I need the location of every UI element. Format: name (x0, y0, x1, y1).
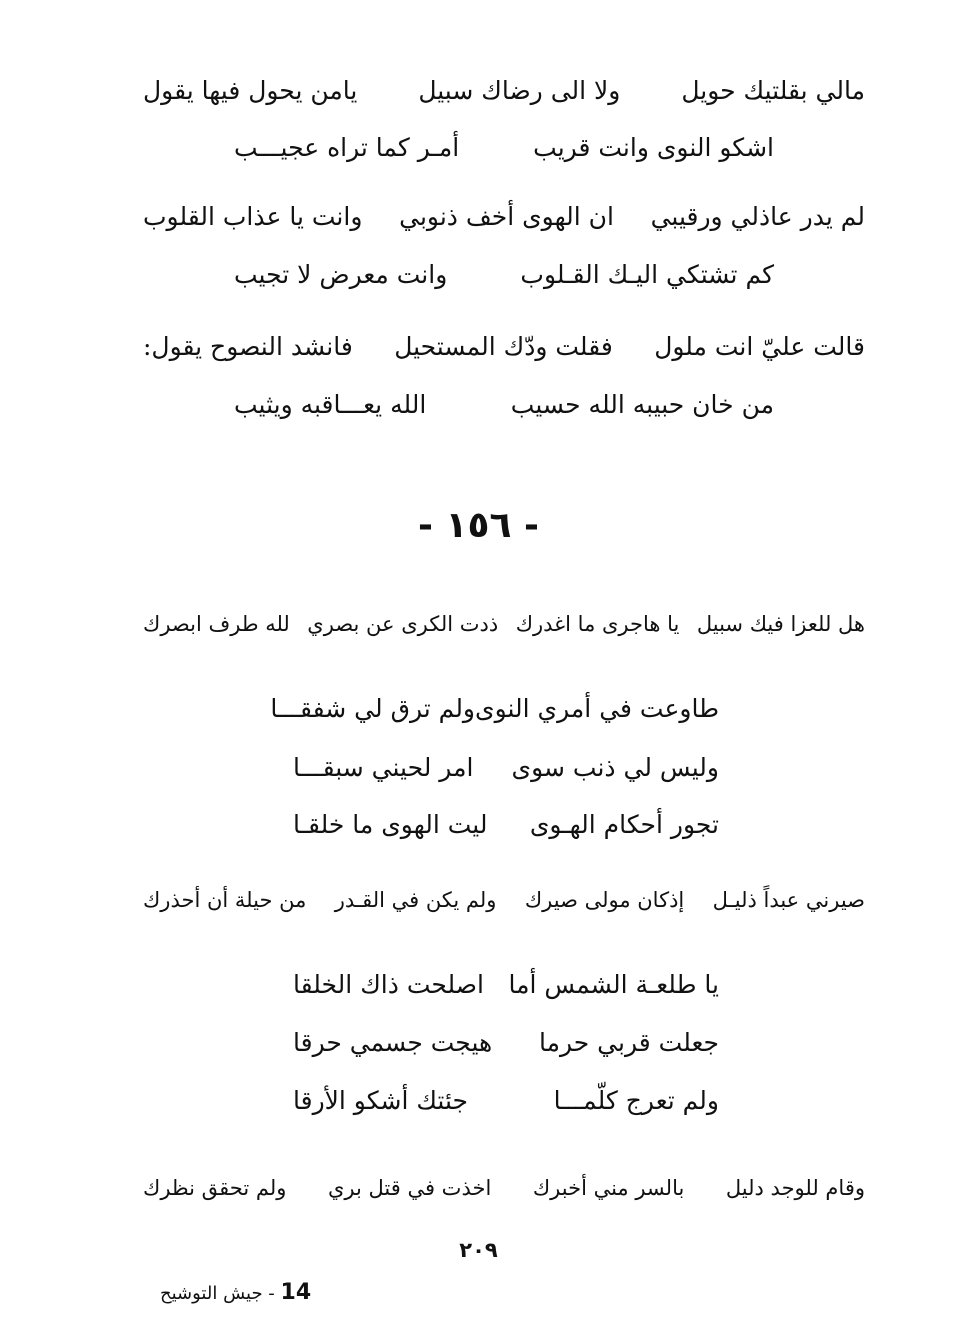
verse-segment: ولا الى رضاك سبيل (418, 76, 621, 105)
footer-signature (160, 1280, 311, 1305)
verse-segment: يا طلعـة الشمس أما (508, 970, 719, 999)
verse-segment: وليس لي ذنب سوى (511, 753, 719, 782)
verse-segment: ولم تحقق نظرك (143, 1176, 287, 1200)
verse-segment: تجور أحكام الهـوى (529, 810, 719, 839)
verse-segment: بالسر مني أخبرك (532, 1176, 685, 1200)
verse-segment: ذدت الكرى عن بصري (307, 612, 499, 636)
verse-segment: هل للعزا فيك سبيل (696, 612, 865, 636)
verse-line-wide (143, 890, 865, 911)
verse-segment: صيرني عبداً ذليـل (712, 888, 865, 912)
verse-segment: امر لحيني سبقـــا (293, 753, 474, 782)
verse-segment: اشكو النوى وانت قريب (533, 133, 774, 162)
verse-segment: يامن يحول فيها يقول (143, 76, 358, 105)
verse-segment: مالي بقلتيك حويل (681, 76, 865, 105)
verse-line-wide (143, 78, 865, 103)
verse-line-couplet (293, 972, 719, 997)
verse-segment: اخذت في قتل بري (327, 1176, 492, 1200)
verse-line-wide (143, 334, 865, 359)
verse-line-wide (143, 204, 865, 229)
verse-line-wide (143, 1178, 865, 1199)
verse-segment: لم يدر عاذلي ورقيبي (650, 202, 865, 231)
verse-line-couplet (293, 812, 719, 837)
verse-segment: من خان حبيبه الله حسيب (510, 390, 774, 419)
verse-segment: جعلت قربي حرما (538, 1028, 719, 1057)
poem-number-heading: - ١٥٦ - (418, 505, 539, 546)
signature-number: 14 (280, 1280, 312, 1305)
verse-segment: وانت معرض لا تجيب (234, 260, 448, 289)
verse-line-couplet (293, 755, 719, 780)
verse-segment: الله يعـــاقبه ويثيب (234, 390, 427, 419)
verse-line-couplet (293, 1088, 719, 1113)
verse-line-wide (143, 614, 865, 635)
verse-segment: هيجت جسمي حرقا (293, 1028, 493, 1057)
verse-line-couplet (270, 694, 719, 723)
verse-segment: أمـر كما تراه عجيـــب (234, 133, 460, 162)
verse-segment: إذكان مولى صيرك (524, 888, 685, 912)
verse-segment: وقام للوجد دليل (725, 1176, 865, 1200)
verse-line-indented (234, 262, 774, 287)
verse-line-couplet (293, 1030, 719, 1055)
verse-segment: يا هاجرى ما اغدرك (515, 612, 680, 636)
verse-segment: قالت عليّ انت ملول (654, 332, 865, 361)
verse-segment: ولم يكن في القـدر (334, 888, 497, 912)
verse-segment: وانت يا عذاب القلوب (143, 202, 363, 231)
verse-segment: فانشد النصوح يقول: (143, 332, 353, 361)
verse-segment: جئتك أشكو الأرقا (293, 1086, 468, 1115)
verse-segment: كم تشتكي اليـك القـلوب (520, 260, 774, 289)
page-number: ٢٠٩ (459, 1238, 498, 1262)
verse-segment: ليت الهوى ما خلقـا (293, 810, 488, 839)
verse-segment: اصلحت ذاك الخلقا (293, 970, 484, 999)
verse-line-indented (234, 135, 774, 160)
verse-segment: ولم تعرج كلّمـــا (553, 1086, 719, 1115)
verse-segment: فقلت ودّك المستحيل (394, 332, 613, 361)
verse-segment: ان الهوى أخف ذنوبي (399, 202, 614, 231)
verse-line-indented (234, 392, 774, 417)
verse-segment: من حيلة أن أحذرك (143, 888, 307, 912)
verse-segment: ولم ترق لي شفقـــا (270, 694, 476, 723)
verse-segment: لله طرف ابصرك (143, 612, 290, 636)
verse-segment: طاوعت في أمري النوى (475, 694, 719, 723)
signature-title: - جيش التوشيح (160, 1283, 275, 1304)
